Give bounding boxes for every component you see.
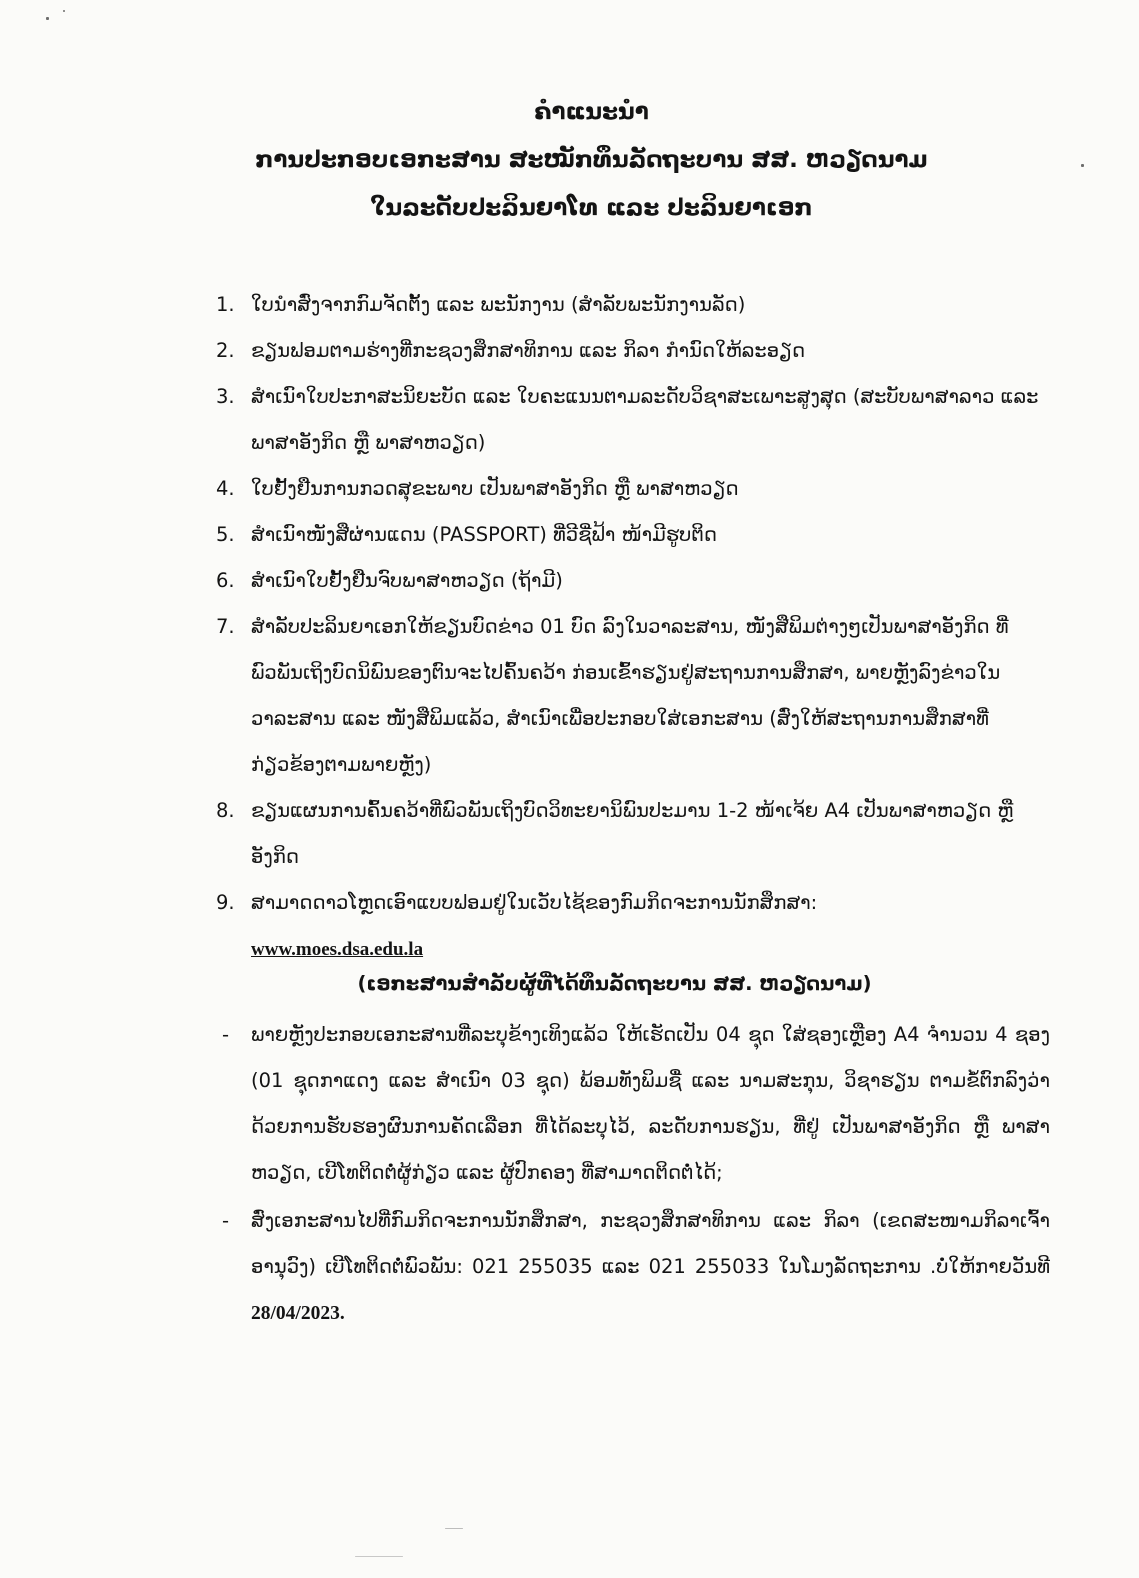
item-text: ສຳເນົາໃບຢັ້ງຢືນຈົບພາສາຫວຽດ (ຖ້າມີ)	[251, 569, 563, 592]
section-subheading: (ເອກະສານສຳລັບຜູ້ທີ່ໄດ້ທຶນລັດຖະບານ ສສ. ຫວຽດນາມ)	[357, 972, 872, 995]
item-number: 3.	[216, 385, 235, 408]
note-item	[222, 1198, 1050, 1337]
note-bullet: -	[222, 1209, 230, 1232]
item-number: 1.	[216, 293, 235, 316]
item-text: ສຳເນົາໃບປະກາສະນິຍະບັດ ແລະ ໃບຄະແນນຕາມລະດັບວິຊາສະເພາະສູງສຸດ (ສະບັບພາສາລາວ ແລະ ພາສາອັງກິດ ຫຼື ພາສາຫວຽດ)	[251, 385, 1039, 454]
item-text: ສຳລັບປະລິນຍາເອກໃຫ້ຂຽນບົດຂ່າວ 01 ບົດ ລົງໃນວາລະສານ, ໜັງສືພິມຕ່າງໆເປັນພາສາອັງກິດ ທີ່ພົວພັນເຖິງບົດນິພົນຂອງຕົນຈະໄປຄົ້ນຄວ້າ ກ່ອນເຂົ້າຮຽນຢູ່ສະຖານການສຶກສາ, ພາຍຫຼັງລົງຂ່າວໃນວາລະສານ ແລະ ໜັງສືພິມແລ້ວ, ສຳເນົາເພື່ອປະກອບໃສ່ເອກະສານ (ສົ່ງໃຫ້ສະຖານການສຶກສາທີ່ກ່ຽວຂ້ອງຕາມພາຍຫຼັງ)	[251, 615, 1009, 776]
item-text: ສາມາດດາວໂຫຼດເອົາແບບຟອມຢູ່ໃນເວັບໄຊ້ຂອງກົມກິດຈະການນັກສຶກສາ:	[251, 891, 818, 914]
item-text: ໃບນຳສົ່ງຈາກກົມຈັດຕັ້ງ ແລະ ພະນັກງານ (ສຳລັບພະນັກງານລັດ)	[251, 293, 746, 316]
list-item	[216, 282, 1046, 328]
note-body: ສົ່ງເອກະສານໄປທີ່ກົມກິດຈະການນັກສຶກສາ, ກະຊວງສຶກສາທິການ ແລະ ກິລາ (ເຂດສະໜາມກິລາເຈົ້າອານຸວົງ) ເບີໂທຕິດຕໍ່ພົວພັນ: 021 255035 ແລະ 021 255033 ໃນໂມງລັດຖະການ .ບໍ່ໃຫ້ກາຍວັນທີ	[251, 1209, 1050, 1278]
note-text: ພາຍຫຼັງປະກອບເອກະສານທີ່ລະບຸຂ້າງເທິງແລ້ວ ໃຫ້ເຮັດເປັນ 04 ຊຸດ ໃສ່ຊອງເຫຼືອງ A4 ຈຳນວນ 4 ຊອງ (01 ຊຸດກາແດງ ແລະ ສຳເນົາ 03 ຊຸດ) ພ້ອມທັງພິມຊື່ ແລະ ນາມສະກຸນ, ວິຊາຮຽນ ຕາມຂໍ້ຕົກລົງວ່າດ້ວຍການຮັບຮອງຜົນການຄັດເລືອກ ທີ່ໄດ້ລະບຸໄວ້, ລະດັບການຮຽນ, ທີ່ຢູ່ ເປັນພາສາອັງກິດ ຫຼື ພາສາຫວຽດ, ເບີໂທຕິດຕໍ່ຜູ້ກ່ຽວ ແລະ ຜູ້ປົກຄອງ ທີ່ສາມາດຕິດຕໍ່ໄດ້;	[251, 1023, 1050, 1184]
note-item	[222, 1012, 1050, 1196]
item-text: ໃບຢັ້ງຢືນການກວດສຸຂະພາບ ເປັນພາສາອັງກິດ ຫຼື ພາສາຫວຽດ	[251, 477, 739, 500]
item-number: 4.	[216, 477, 235, 500]
website-link[interactable]: www.moes.dsa.edu.la	[251, 939, 424, 960]
title-line-3: ໃນລະດັບປະລິນຍາໂທ ແລະ ປະລິນຍາເອກ	[370, 195, 813, 221]
list-item	[216, 512, 1046, 558]
item-number: 8.	[216, 799, 235, 822]
item-number: 9.	[216, 891, 235, 914]
note-text	[251, 1198, 1050, 1337]
item-text: ຂຽນແຜນການຄົ້ນຄວ້າທີ່ພົວພັນເຖິງບົດວິທະຍານິພົນປະມານ 1-2 ໜ້າເຈ້ຍ A4 ເປັນພາສາຫວຽດ ຫຼື ອັງກິດ	[251, 799, 1014, 868]
item-text: ສຳເນົາໜັງສືຜ່ານແດນ (PASSPORT) ທີ່ວີຊີ່ຟ້າ ໜ້າມີຮູບຕິດ	[251, 523, 717, 546]
document-title	[0, 88, 1139, 232]
list-item	[216, 466, 1046, 512]
title-line-1: ຄຳແນະນຳ	[534, 99, 649, 125]
notes-list	[222, 1012, 1050, 1339]
list-item	[216, 604, 1046, 788]
note-bullet: -	[222, 1023, 230, 1046]
item-text: ຂຽນຟອມຕາມຮ່າງທີ່ກະຊວງສຶກສາທິການ ແລະ ກິລາ ກຳນົດໃຫ້ລະອຽດ	[251, 339, 806, 362]
item-number: 6.	[216, 569, 235, 592]
list-item	[216, 374, 1046, 466]
scan-speck	[63, 10, 65, 12]
requirements-list	[216, 282, 1046, 972]
list-item	[216, 328, 1046, 374]
scan-speck	[46, 17, 49, 20]
deadline-date: 28/04/2023.	[251, 1303, 345, 1324]
title-line-2: ການປະກອບເອກະສານ ສະໝັກທຶນລັດຖະບານ ສສ. ຫວຽດນາມ	[255, 147, 928, 173]
item-number: 7.	[216, 615, 235, 638]
list-item	[216, 880, 1046, 972]
scan-line	[445, 1528, 463, 1529]
list-item	[216, 788, 1046, 880]
scan-line	[355, 1556, 403, 1557]
item-number: 5.	[216, 523, 235, 546]
item-number: 2.	[216, 339, 235, 362]
list-item	[216, 558, 1046, 604]
